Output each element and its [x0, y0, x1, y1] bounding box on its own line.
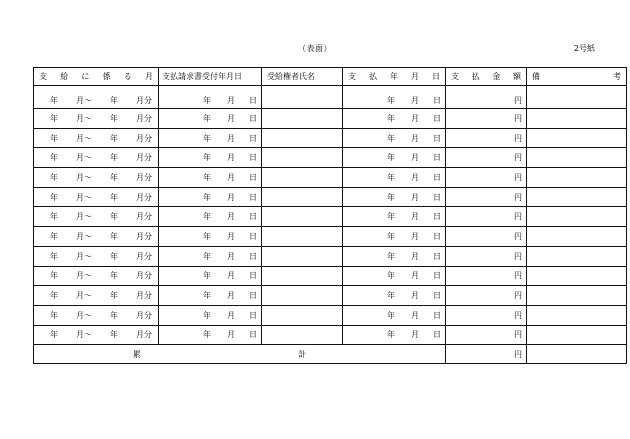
total-label-right: 計: [298, 349, 307, 359]
receipt-date-cell[interactable]: 年 月 日: [159, 246, 262, 266]
receipt-date-cell[interactable]: 年 月 日: [159, 109, 262, 129]
cumulative-total-remarks[interactable]: [527, 345, 627, 364]
recipient-name-cell[interactable]: [262, 207, 343, 227]
recipient-name-cell[interactable]: [262, 168, 343, 188]
payment-ledger-table: [33, 67, 627, 364]
face-label: （表面）: [298, 44, 332, 53]
payment-date-cell[interactable]: 年 月 日: [343, 187, 446, 207]
recipient-name-cell[interactable]: [262, 286, 343, 306]
ledger-row: [34, 305, 627, 325]
remarks-cell[interactable]: [527, 266, 627, 286]
ledger-row: [34, 246, 627, 266]
recipient-name-cell[interactable]: [262, 266, 343, 286]
ledger-row: [34, 266, 627, 286]
receipt-date-cell[interactable]: 年 月 日: [159, 286, 262, 306]
amount-cell[interactable]: 円: [446, 266, 527, 286]
remarks-cell[interactable]: [527, 187, 627, 207]
period-cell[interactable]: 年 月〜 年 月分: [34, 305, 159, 325]
payment-date-cell[interactable]: 年 月 日: [343, 207, 446, 227]
ledger-row: [34, 128, 627, 148]
amount-cell[interactable]: 円: [446, 305, 527, 325]
receipt-date-cell[interactable]: 年 月 日: [159, 86, 262, 109]
period-cell[interactable]: 年 月〜 年 月分: [34, 227, 159, 247]
period-cell[interactable]: 年 月〜 年 月分: [34, 168, 159, 188]
period-cell[interactable]: 年 月〜 年 月分: [34, 325, 159, 345]
col-payment-date-header: 支 払 年 月 日: [343, 68, 446, 86]
col-remarks-header: 備 考: [527, 68, 627, 86]
receipt-date-cell[interactable]: 年 月 日: [159, 128, 262, 148]
period-cell[interactable]: 年 月〜 年 月分: [34, 286, 159, 306]
col-recipient-header: 受給権者氏名: [262, 68, 343, 86]
col-amount-header: 支 払 金 額: [446, 68, 527, 86]
receipt-date-cell[interactable]: 年 月 日: [159, 305, 262, 325]
ledger-row: [34, 187, 627, 207]
receipt-date-cell[interactable]: 年 月 日: [159, 325, 262, 345]
period-cell[interactable]: 年 月〜 年 月分: [34, 148, 159, 168]
amount-cell[interactable]: 円: [446, 168, 527, 188]
payment-date-cell[interactable]: 年 月 日: [343, 86, 446, 109]
amount-cell[interactable]: 円: [446, 207, 527, 227]
amount-cell[interactable]: 円: [446, 286, 527, 306]
payment-date-cell[interactable]: 年 月 日: [343, 246, 446, 266]
payment-date-cell[interactable]: 年 月 日: [343, 168, 446, 188]
remarks-cell[interactable]: [527, 286, 627, 306]
recipient-name-cell[interactable]: [262, 227, 343, 247]
cumulative-total-amount[interactable]: 円: [446, 345, 527, 364]
payment-date-cell[interactable]: 年 月 日: [343, 148, 446, 168]
period-cell[interactable]: 年 月〜 年 月分: [34, 128, 159, 148]
recipient-name-cell[interactable]: [262, 109, 343, 129]
receipt-date-cell[interactable]: 年 月 日: [159, 207, 262, 227]
ledger-body: [34, 86, 627, 345]
payment-date-cell[interactable]: 年 月 日: [343, 128, 446, 148]
remarks-cell[interactable]: [527, 325, 627, 345]
col-receipt-date-header: 支払請求書受付年月日: [159, 68, 262, 86]
amount-cell[interactable]: 円: [446, 227, 527, 247]
period-cell[interactable]: 年 月〜 年 月分: [34, 109, 159, 129]
receipt-date-cell[interactable]: 年 月 日: [159, 148, 262, 168]
period-cell[interactable]: 年 月〜 年 月分: [34, 266, 159, 286]
period-cell[interactable]: 年 月〜 年 月分: [34, 246, 159, 266]
period-cell[interactable]: 年 月〜 年 月分: [34, 86, 159, 109]
cumulative-total-row: [34, 345, 627, 364]
receipt-date-cell[interactable]: 年 月 日: [159, 168, 262, 188]
form-number: 2号紙: [573, 44, 595, 53]
recipient-name-cell[interactable]: [262, 187, 343, 207]
period-cell[interactable]: 年 月〜 年 月分: [34, 207, 159, 227]
amount-cell[interactable]: 円: [446, 325, 527, 345]
remarks-cell[interactable]: [527, 148, 627, 168]
receipt-date-cell[interactable]: 年 月 日: [159, 187, 262, 207]
ledger-row: [34, 86, 627, 109]
amount-cell[interactable]: 円: [446, 128, 527, 148]
receipt-date-cell[interactable]: 年 月 日: [159, 266, 262, 286]
ledger-row: [34, 109, 627, 129]
ledger-row: [34, 286, 627, 306]
remarks-cell[interactable]: [527, 86, 627, 109]
remarks-cell[interactable]: [527, 109, 627, 129]
payment-date-cell[interactable]: 年 月 日: [343, 286, 446, 306]
remarks-cell[interactable]: [527, 128, 627, 148]
payment-date-cell[interactable]: 年 月 日: [343, 305, 446, 325]
payment-date-cell[interactable]: 年 月 日: [343, 266, 446, 286]
ledger-row: [34, 325, 627, 345]
header-row: [34, 68, 627, 86]
amount-cell[interactable]: 円: [446, 148, 527, 168]
ledger-row: [34, 148, 627, 168]
recipient-name-cell[interactable]: [262, 305, 343, 325]
payment-date-cell[interactable]: 年 月 日: [343, 109, 446, 129]
recipient-name-cell[interactable]: [262, 246, 343, 266]
remarks-cell[interactable]: [527, 168, 627, 188]
remarks-cell[interactable]: [527, 305, 627, 325]
remarks-cell[interactable]: [527, 207, 627, 227]
payment-date-cell[interactable]: 年 月 日: [343, 227, 446, 247]
cumulative-total-label: [34, 345, 446, 364]
remarks-cell[interactable]: [527, 227, 627, 247]
period-cell[interactable]: 年 月〜 年 月分: [34, 187, 159, 207]
receipt-date-cell[interactable]: 年 月 日: [159, 227, 262, 247]
amount-cell[interactable]: 円: [446, 187, 527, 207]
total-label-left: 累: [132, 349, 141, 359]
col-period-header: 支 給 に 係 る 月: [34, 68, 159, 86]
ledger-row: [34, 168, 627, 188]
recipient-name-cell[interactable]: [262, 86, 343, 109]
payment-date-cell[interactable]: 年 月 日: [343, 325, 446, 345]
recipient-name-cell[interactable]: [262, 128, 343, 148]
amount-cell[interactable]: 円: [446, 109, 527, 129]
amount-cell[interactable]: 円: [446, 246, 527, 266]
recipient-name-cell[interactable]: [262, 148, 343, 168]
recipient-name-cell[interactable]: [262, 325, 343, 345]
amount-cell[interactable]: 円: [446, 86, 527, 109]
ledger-row: [34, 227, 627, 247]
remarks-cell[interactable]: [527, 246, 627, 266]
ledger-row: [34, 207, 627, 227]
